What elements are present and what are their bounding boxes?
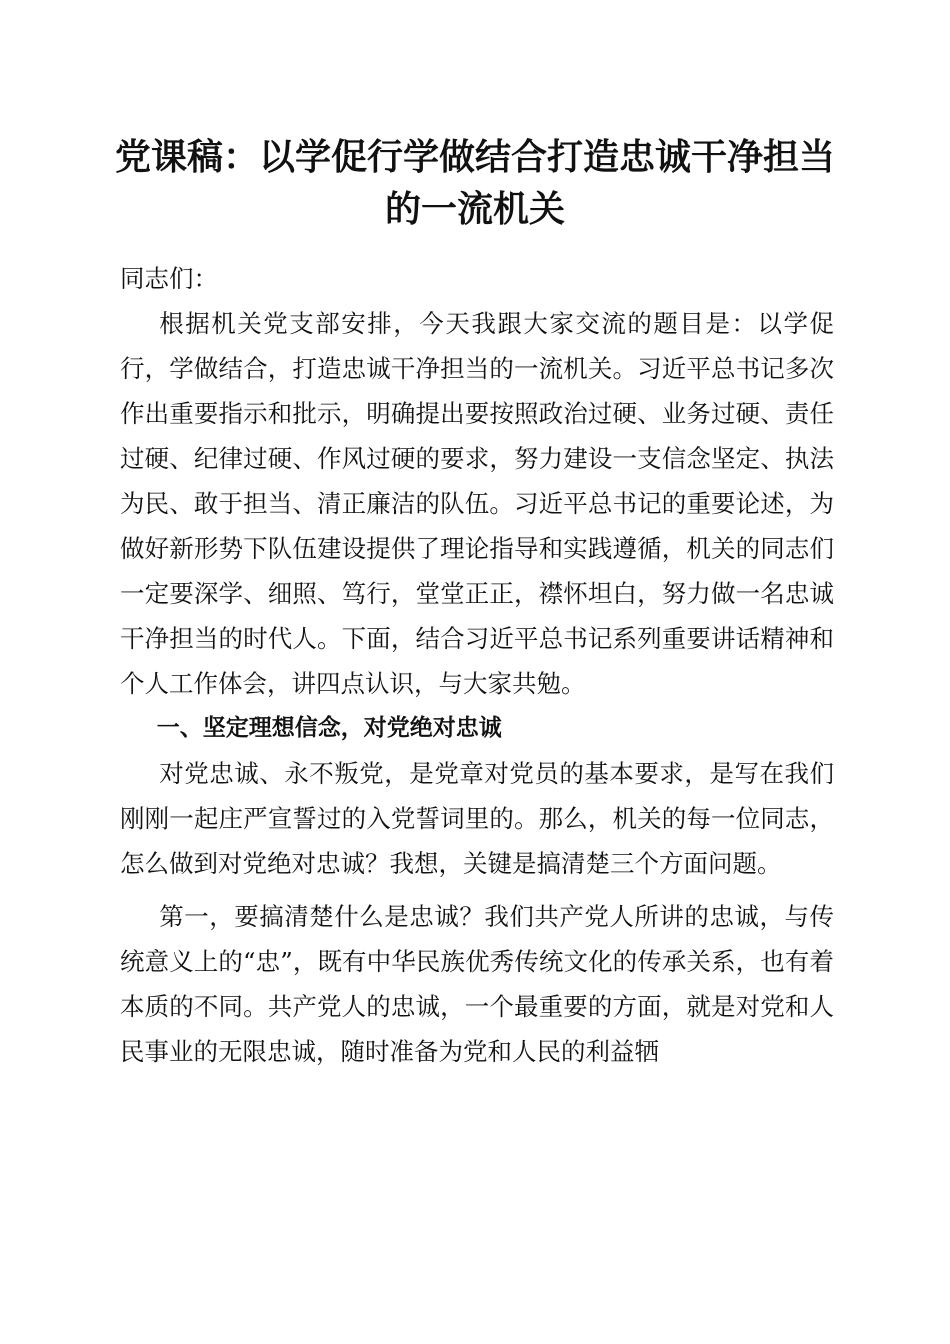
- section-heading-1: 一、坚定理想信念，对党绝对忠诚: [156, 715, 502, 741]
- section-1-paragraph-1: 对党忠诚、永不叛党，是党章对党员的基本要求，是写在我们刚刚一起庄严宣誓过的入党誓词里的。那么，机关的每一位同志，怎么做到对党绝对忠诚？我想，关键是搞清楚三个方面问题。: [120, 759, 834, 878]
- salutation: 同志们：: [120, 264, 218, 293]
- section-1-paragraph-2: 第一，要搞清楚什么是忠诚？我们共产党人所讲的忠诚，与传统意义上的“忠”，既有中华民族优秀传统文化的传承关系，也有着本质的不同。共产党人的忠诚，一个最重要的方面，就是对党和人民事业的无限忠诚，随时准备为党和人民的利益牺: [120, 902, 834, 1066]
- document-body: [120, 250, 834, 1074]
- title-line-2: 的一流机关: [384, 189, 565, 230]
- document-title: [100, 132, 850, 236]
- intro-paragraph: 根据机关党支部安排，今天我跟大家交流的题目是：以学促行，学做结合，打造忠诚干净担当的一流机关。习近平总书记多次作出重要指示和批示，明确提出要按照政治过硬、业务过硬、责任过硬、纪律过硬、作风过硬的要求，努力建设一支信念坚定、执法为民、敢于担当、清正廉洁的队伍。习近平总书记的重要论述，为做好新形势下队伍建设提供了理论指导和实践遵循，机关的同志们一定要深学、细照、笃行，堂堂正正，襟怀坦白，努力做一名忠诚干净担当的时代人。下面，结合习近平总书记系列重要讲话精神和个人工作体会，讲四点认识，与大家共勉。: [120, 309, 834, 698]
- title-line-1: 党课稿：以学促行学做结合打造忠诚干净担当: [114, 137, 835, 178]
